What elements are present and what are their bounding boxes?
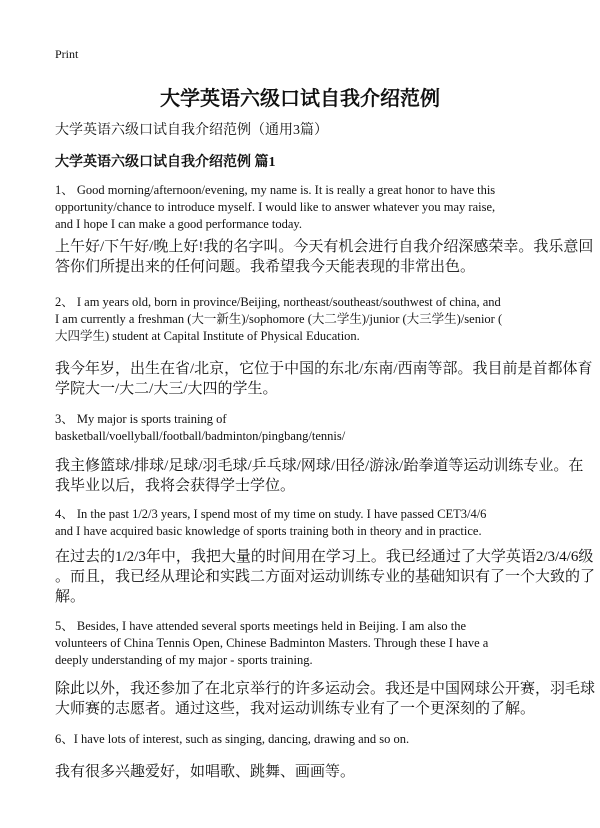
- text-line: 解。: [55, 589, 86, 605]
- text-line: 我毕业以后，我将会获得学士学位。: [55, 478, 296, 494]
- paragraph-chinese: [55, 679, 595, 719]
- text-line: 2、 I am years old, born in province/Beijing, northeast/southeast/southwest of china, and: [55, 295, 501, 309]
- print-link[interactable]: Print: [55, 47, 79, 61]
- text-line: 。而且，我已经从理论和实践二方面对运动训练专业的基础知识有了一个大致的了: [55, 569, 596, 585]
- paragraph-chinese: [55, 456, 583, 496]
- text-line: volunteers of China Tennis Open, Chinese Badminton Masters. Through these I have a: [55, 636, 489, 650]
- text-line: and I hope I can make a good performance today.: [55, 217, 302, 231]
- text-line: deeply understanding of my major - sports training.: [55, 653, 313, 667]
- text-line: 5、 Besides, I have attended several sports meetings held in Beijing. I am also the: [55, 619, 467, 633]
- paragraph-chinese: [55, 359, 593, 399]
- text-line: I am currently a freshman (大一新生)/sophomore (大二学生)/junior (大三学生)/senior (: [55, 312, 503, 326]
- text-line: 我今年岁，出生在省/北京，它位于中国的东北/东南/西南等部。我目前是首都体育: [55, 361, 593, 377]
- text-line: 学院大一/大二/大三/大四的学生。: [55, 381, 278, 397]
- paragraph-chinese: [55, 547, 595, 607]
- paragraph-english: [55, 294, 502, 345]
- text-line: 除此以外，我还参加了在北京举行的许多运动会。我还是中国网球公开赛，羽毛球: [55, 681, 596, 697]
- text-line: 我主修篮球/排球/足球/羽毛球/乒乓球/网球/田径/游泳/跆拳道等运动训练专业。在: [55, 458, 584, 474]
- paragraph-english: [55, 618, 488, 669]
- document-title: 大学英语六级口试自我介绍范例: [160, 88, 440, 110]
- paragraph-english: [55, 182, 495, 233]
- text-line: 6、I have lots of interest, such as singing, dancing, drawing and so on.: [55, 732, 410, 746]
- paragraph-english: [55, 506, 486, 540]
- paragraph-english: [55, 731, 409, 748]
- text-line: 在过去的1/2/3年中，我把大量的时间用在学习上。我已经通过了大学英语2/3/4/6级: [55, 549, 594, 565]
- text-line: 答你们所提出来的任何问题。我希望我今天能表现的非常出色。: [55, 259, 476, 275]
- text-line: 大师赛的志愿者。通过这些，我对运动训练专业有了一个更深刻的了解。: [55, 701, 536, 717]
- text-line: opportunity/chance to introduce myself. I would like to answer whatever you may raise,: [55, 200, 496, 214]
- text-line: basketball/voellyball/football/badminton/pingbang/tennis/: [55, 429, 346, 443]
- paragraph-chinese: [55, 237, 593, 277]
- text-line: 大四学生) student at Capital Institute of Physical Education.: [55, 329, 360, 343]
- text-line: 我有很多兴趣爱好，如唱歌、跳舞、画画等。: [55, 764, 356, 780]
- text-line: and I have acquired basic knowledge of sports training both in theory and in practice.: [55, 524, 482, 538]
- section-heading: 大学英语六级口试自我介绍范例 篇1: [55, 155, 276, 170]
- document-subtitle: 大学英语六级口试自我介绍范例（通用3篇）: [55, 123, 328, 138]
- text-line: 3、 My major is sports training of: [55, 412, 227, 426]
- text-line: 上午好/下午好/晚上好!我的名字叫。今天有机会进行自我介绍深感荣幸。我乐意回: [55, 239, 594, 255]
- text-line: 4、 In the past 1/2/3 years, I spend most of my time on study. I have passed CET3/4/6: [55, 507, 487, 521]
- paragraph-english: [55, 411, 345, 445]
- text-line: 1、 Good morning/afternoon/evening, my name is. It is really a great honor to have this: [55, 183, 496, 197]
- paragraph-chinese: [55, 762, 355, 782]
